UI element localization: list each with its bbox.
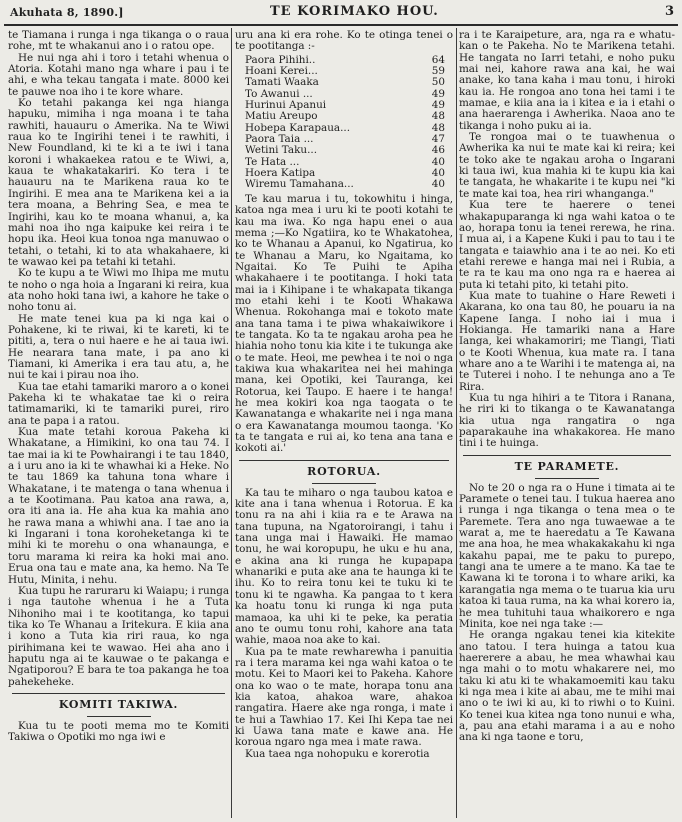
article-paragraph: He nui nga ahi i toro i tetahi whenua o Atoria. Kotahi mano nga whare i pau i te ahi, e wha tekau tangata i mate. 8000 kei te pauwe noa iho i te kore whare. [8,51,229,98]
vote-results-list [235,55,453,191]
candidate-name: Matiu Areupo [245,110,318,123]
candidate-name: To Awanui ... [245,87,313,100]
section-heading: ROTORUA. [307,464,381,478]
article-paragraph: Kua taea nga nohopuku e korerotia [245,747,430,760]
candidate-name: Wetini Taku... [245,144,318,157]
article-paragraph: Kua tae etahi tamariki maroro a o konei Pakeha ki te whakatae tae ki o reira tatimamariki, ki te tamariki purei, riro ana te papa i a ratou. [8,380,229,427]
column-divider [456,28,457,818]
article-paragraph: ra i te Karaipeture, ara, nga ra e whatu-kan o te Pakeha. No te Marikena tetahi. He tangata no Iarri tetahi, e noho puku mai nei, kahore rawa ana kai, he wai anake, ko tana kaha i mau tonu, i hiroki kau ia. He rongoa ano tona hei tami i te mamae, e kiia ana ia i kitea e ia i etahi o ana haerarenga i Awherika. Naoa ano te tikanga i noho puku ai ia. [459,30,675,132]
candidate-name: Hoani Kerei... [245,65,318,78]
candidate-name: Paora Pihihi.. [245,53,316,66]
section-heading: KOMITI TAKIWA. [58,697,179,711]
header-rule [4,24,678,26]
article-paragraph: He mate tenei kua pa ki nga kai o Pohakene, ki te riwai, ki te kareti, ki te pititi, a, tera o nui haere e he ai taua iwi. He nearara tana mate, i pa ano ki Tiamani, ki Amerika i era tau atu, a, he nui te kai i pirau noa iho. [8,312,229,382]
vote-count: 46 [431,144,445,157]
section-rule [463,455,671,456]
article-paragraph: Kua tere te haerere o tenei whakapuparanga ki nga wahi katoa o te ao, horapa tonu ia tenei rerewa, he rina. I mua ai, i a Kapene Kuki i pau to tau i te tangata e taiawhio ana i te ao nei. Ko eti etahi rerewe e hanga mai nei i Rubia, a te ra te kau ma ono nga ra e haerea ai puta ki tetahi pito, ki tetahi pito. [459,199,675,291]
section-rule [12,693,225,694]
article-paragraph: No te 20 o nga ra o Hune i timata ai te Paramete o tenei tau. I tukua haerea ano i runga i nga tikanga o tena mea o te Paremete. Tera ano nga tuwaewae a te warat a, me te haeredatu a Te Kawana me ana hoa, he mea whakakakahu ki nga kakahu papai, me te paku to purepo, tangi ana te umere a te mano. Ka tae te Kawana ki te torona i to whare ariki, ka karangatia nga mema o te tuarua kia uru katoa ki taua ruma, na ka whai korero ia, he mea tuhituhi taua whaikorero e nga Minita, koe nei nga take :— [459,481,675,630]
candidate-name: Te Hata ... [245,155,300,168]
candidate-name: Hoera Katipa [245,167,316,180]
article-paragraph: uru ana ki era rohe. Ko te otinga tenei o te pootitanga :- [235,30,453,53]
article-paragraph: Kua pa te mate rewharewha i panuitia ra i tera marama kei nga wahi katoa o te motu. Kei to Maori kei to Pakeha. Kahore ona ko wao o te mate, horapa tonu ana kia katoa, ahakoa ware, ahakoa rangatira. Haere ake nga ronga, i mate i te hui a Tawhiao 17. Kei Ihi Kepa tae nei ki Uawa tana mate e kawe ana. He koroua ngaro nga mea i mate rawa. [235,645,453,749]
vote-count: 49 [431,87,445,100]
heading-underline [87,716,151,717]
vote-count: 40 [431,155,445,168]
article-paragraph: Te kau marua i tu, tokowhitu i hinga, katoa nga mea i uru ki te pooti kotahi te kau ma iwa. Ko nga hapu enei o aua mema ;—Ko Ngatiira, ko te Whakatohea, ko te Whanau a Apanui, ko Ngatirua, ko te Whanau a Maru, ko Ngaitama, ko Ngaitai. Ko Te Puihi te Apiha whakahaere i te pootitanga. I hoki tata mai ia i Kihipane i te whakapata tikanga mo etahi kehi i te Kooti Whakawa Whenua. Rokohanga mai e tokoto mate ana tana tama i te piwa whakaiwikore i te tangata. Ko ta te ngakau aroha pea he hiahia noho tonu kia kite i te tukunga ake o te mate. Heoi, me pewhea i te noi o nga takiwa kua whakaritea nei hei mahinga mana, kei Opotiki, kei Tauranga, kei Rotorua, kei Taupo. E haere i te hanga! he mea kokiri koa nga taogata o te Kawanatanga e whakarite nei i nga mana o era Kawanatanga moumou taonga. 'Ko ta te tangata e rui ai, ko tena ana tana e kokoti ai.' [235,192,453,455]
article-paragraph: Ko tetahi pakanga kei nga hianga hapuku, mimiha i nga moana i te taha rawhiti, hauauru o Amerika. Na te Wiwi raua ko te Ingirihi tenei i te rawhiti, i New Foundland, ki te ki a te iwi i tana koroni i whakaekea ratou e te Wiwi, a, kaua te whakatakariri. Ko tera i te hauauru na te Marikena raua ko te Ingirihi. E mea ana te Marikena kei a ia tera moana, a Behring Sea, e mea te Ingirihi, kau ko te moana whanui, a, ka mahi noa iho nga kaipuke kei reira i te hopu ika. Heoi kua tonoa nga manuwao o tetahi, o tetahi, ki to ata whakahaere, ki te wawao kei pa tetahi ki tetahi. [8,97,229,268]
article-paragraph: Ko te kupu a te Wiwi mo Ihipa me mutu te noho o nga hoia a Ingarani ki reira, kua ata noho hoki tana iwi, a kahore he take o noho tonu ai. [8,267,229,314]
page-header [0,0,682,22]
candidate-name: Hurinui Apanui [245,99,327,112]
column-1 [8,30,229,818]
vote-count: 49 [431,99,445,112]
vote-count: 47 [431,133,445,146]
article-paragraph: Kua tupu he raruraru ki Waiapu; i runga i nga tautohe whenua i he a Tuta Nihoniho mai i te kootitanga, ko tapui tika ko Te Whanau a Iritekura. E kiia ana i kono a Tuta kia riri raua, ko nga pirihimana kei te wawao. Hei aha ano i haputu nga ai te kauwae o te pakanga e Ngatiporou? E bara te toa pakanga he toa pahekeheke. [8,584,229,688]
vote-count: 40 [431,167,445,180]
candidate-name: Wiremu Tamahana... [245,178,354,191]
section-rule [239,460,449,461]
article-paragraph: Kua mate tetahi koroua Pakeha ki Whakatane, a Himikini, ko ona tau 74. I tae mai ia ki te Powhairangi i te tau 1840, a i uru ano ia ki te whawhai ki a Heke. No te tau 1869 ka tahuna tona whare i Whakatane, i te matenga o tana whenua i a te Kootimana. Pau katoa ana rawa, a, ora iti ana ia. He aha kua ka mahia ano he rawa mana a whiwhi ana. I tae ano ia ki Ingarani i tona koroheketanga ki te mihi ki te morehu o ona whanaunga, e toru marama ki reira ka hoki mai ano. Erua ona tau e mate ana, ka hemo. Na Te Hutu, Minita, i nehu. [8,426,229,586]
masthead-title: TE KORIMAKO HOU. [270,4,439,19]
vote-count: 50 [431,76,445,89]
article-paragraph: He oranga ngakau tenei kia kitekite ano tatou. I tera huinga a tatou kua haererere a abau, he mea whawhai kau nga mahi o to motu whakarere nei, mo taku ki atu ki te whakamoemiti kau taku ki nga mea i kite ai abau, me te mihi mai ano o te iwi ki au, ki to riwhi o to Kuini. Ko tenei kua kitea nga tono nunui e wha, a, pau ana etahi marama i a au e noho ana ki nga taone e toru, [459,629,675,744]
vote-count: 59 [431,65,445,78]
vote-count: 40 [431,178,445,191]
article-paragraph: Kua mate to tuahine o Hare Reweti i Akarana, ko ona tau 80, he pouaru ia na Kapene Ianga. I noho iai i mua i Hokianga. He tamariki nana a Hare Ianga, kei whakamoriri; me Tiangi, Tiati o te Kooti Whenua, kua mate ra. I tana whare ano a te Warihi i te matenga ai, na te Tuterei i noho. I te nehunga ano a Te Rira. [459,289,675,393]
column-2 [235,30,453,818]
page-number: 3 [664,4,674,19]
article-paragraph: Te rongoa mai o te tuawhenua o Awherika ka nui te mate kai ki reira; kei te toko ake te ngakau aroha o Ingarani ki taua iwi, kua mahia ki te kupu kia kai te tangata, he whakarite i te kupu nei "ki te mate kai toa, hea riri whanganga." [459,131,675,200]
article-paragraph: Kua tu te pooti mema mo te Komiti Takiwa o Opotiki mo nga iwi e [8,719,229,744]
vote-row [235,179,453,190]
candidate-name: Tamati Waaka [245,76,319,89]
vote-count: 48 [431,110,445,123]
column-divider [231,28,232,818]
candidate-name: Hobepa Karapaua... [245,121,351,134]
heading-underline [535,478,599,479]
article-paragraph: Kua tu nga hihiri a te Titora i Ranana, he riri ki to tikanga o te Kawanatanga kia utua nga rangatira o nga paparakauhe ina whakakorea. He mano tini i te huinga. [459,392,675,450]
heading-underline [312,483,376,484]
article-paragraph: Ka tau te miharo o nga taubou katoa e kite ana i tana whenua i Rotorua. E ka tonu ra na ahi i kiia ra e te Arawa na tana tupuna, na Ngatoroirangi, i tahu i tana unga mai i Hawaiki. He mamao tonu, he wai koropupu, he uku e hu ana, e akina ana ki runga he kupapapa whanariki e puta ake ana te haunga ki te ihu. Ko to reira tonu kei te tuku ki te tonu ki te ngawha. Ka pangaa to t kera ka hoatu tonu ki runga ki nga puta mamaoa, ka uhi ki te peke, ka peratia ano te oumu tonu rohi, kahore ana tata wahie, maoa noa ake to kai. [235,486,453,647]
vote-count: 64 [431,53,445,66]
issue-date: Akuhata 8, 1890.] [10,6,124,19]
article-paragraph: te Tiamana i runga i nga tikanga o o raua rohe, mt te whakanui ano i o ratou ope. [8,30,229,53]
candidate-name: Paora Taia ... [245,133,314,146]
column-3 [459,30,675,818]
vote-count: 48 [431,121,445,134]
section-heading: TE PARAMETE. [514,459,620,473]
